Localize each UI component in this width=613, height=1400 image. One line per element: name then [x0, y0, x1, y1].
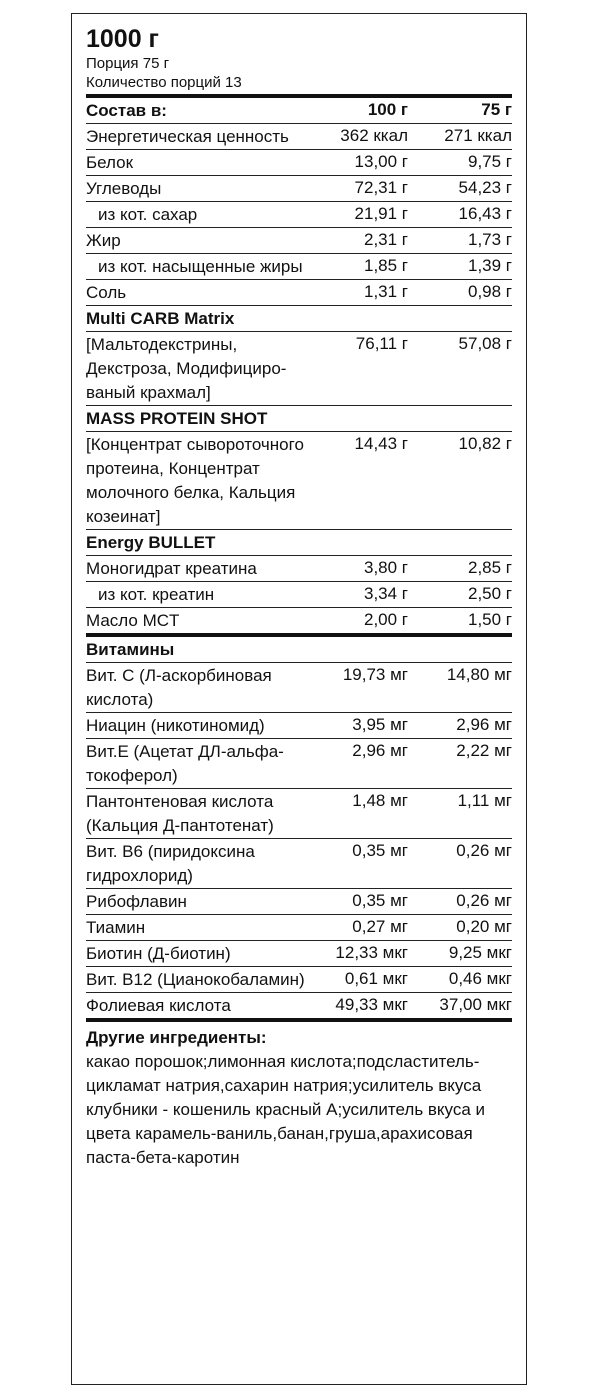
value-per-100g: 19,73 мг: [342, 665, 408, 684]
nutrient-name: Ниацин (никотиномид): [86, 716, 265, 735]
value-per-75g: 1,39 г: [467, 256, 512, 275]
nutrient-name: Белок: [86, 153, 134, 172]
value-per-75g: 2,85 г: [467, 558, 512, 577]
nutrient-name: Масло MCT: [86, 611, 180, 630]
table-row: [86, 228, 512, 254]
value-per-100g: 3,34 г: [363, 584, 408, 603]
nutrient-name: Energy BULLET: [86, 533, 216, 552]
value-per-100g: 0,61 мкг: [344, 969, 408, 988]
section-heading-row: [86, 530, 512, 556]
nutrient-name: Витамины: [86, 640, 175, 659]
table-row: [86, 713, 512, 739]
value-per-100g: 2,96 мг: [352, 741, 408, 760]
value-per-75g: 1,11 мг: [457, 791, 512, 810]
composition-heading: Состав в:: [86, 101, 167, 120]
nutrient-name: Вит. В6 (пиридоксина гидрохлорид): [86, 842, 255, 885]
nutrient-name: MASS PROTEIN SHOT: [86, 409, 268, 428]
table-row: [86, 556, 512, 582]
col-100g-heading: 100 г: [367, 100, 408, 119]
table-row: [86, 150, 512, 176]
value-per-75g: 0,46 мкг: [448, 969, 512, 988]
nutrient-name: Тиамин: [86, 918, 146, 937]
nutrition-label: [71, 13, 527, 1385]
value-per-100g: 0,27 мг: [352, 917, 408, 936]
value-per-100g: 0,35 мг: [352, 841, 408, 860]
value-per-75g: 0,26 мг: [456, 841, 512, 860]
nutrient-name: Биотин (Д-биотин): [86, 944, 231, 963]
value-per-100g: 21,91 г: [354, 204, 408, 223]
table-row: [86, 608, 512, 637]
table-row: [86, 967, 512, 993]
nutrient-name: Углеводы: [86, 179, 162, 198]
value-per-100g: 3,95 мг: [352, 715, 408, 734]
nutrient-name: Соль: [86, 283, 127, 302]
value-per-100g: [312, 406, 420, 431]
table-row: [86, 889, 512, 915]
value-per-75g: 0,20 мг: [456, 917, 512, 936]
value-per-100g: 13,00 г: [354, 152, 408, 171]
nutrient-name: [Концентрат сывороточного протеина, Концентрат молочного белка, Кальция козеинат]: [86, 435, 304, 526]
value-per-100g: 72,31 г: [354, 178, 408, 197]
nutrient-name: из кот. креатин: [98, 585, 215, 604]
value-per-75g: 54,23 г: [458, 178, 512, 197]
nutrient-name: Пантонтеновая кислота (Кальция Д-пантотенат): [86, 792, 274, 835]
value-per-75g: 10,82 г: [458, 434, 512, 453]
value-per-75g: [420, 637, 512, 662]
serving-size: Порция 75 г: [86, 55, 170, 72]
nutrient-name: Вит. С (Л-аскорбиновая кислота): [86, 666, 272, 709]
value-per-100g: [312, 637, 420, 662]
value-per-100g: 14,43 г: [354, 434, 408, 453]
servings-count: Количество порций 13: [86, 74, 242, 91]
value-per-100g: [312, 530, 420, 555]
nutrient-name: Энергетическая ценность: [86, 127, 289, 146]
value-per-100g: 49,33 мкг: [335, 995, 408, 1014]
value-per-75g: 9,25 мкг: [448, 943, 512, 962]
table-row: [86, 739, 512, 789]
section-heading-row: [86, 637, 512, 663]
value-per-75g: 0,26 мг: [456, 891, 512, 910]
table-row: [86, 993, 512, 1022]
nutrient-name: из кот. насыщенные жиры: [98, 257, 303, 276]
value-per-100g: 2,31 г: [363, 230, 408, 249]
nutrient-name: [Мальтодекстрины, Декстроза, Модифициро-ваный крахмал]: [86, 335, 287, 402]
section-heading-row: [86, 406, 512, 432]
nutrient-name: Фолиевая кислота: [86, 996, 231, 1015]
table-row: [86, 332, 512, 406]
nutrient-name: из кот. сахар: [98, 205, 198, 224]
value-per-75g: 2,96 мг: [456, 715, 512, 734]
table-row: [86, 432, 512, 530]
label-content: [86, 24, 512, 1170]
value-per-75g: [420, 406, 512, 431]
value-per-75g: 37,00 мкг: [439, 995, 512, 1014]
value-per-100g: 12,33 мкг: [335, 943, 408, 962]
value-per-100g: [312, 306, 420, 331]
value-per-75g: 14,80 мг: [446, 665, 512, 684]
table-row: [86, 789, 512, 839]
value-per-75g: 57,08 г: [458, 334, 512, 353]
table-row: [86, 202, 512, 228]
value-per-75g: 0,98 г: [467, 282, 512, 301]
value-per-100g: 1,85 г: [363, 256, 408, 275]
value-per-75g: 1,50 г: [467, 610, 512, 629]
value-per-100g: 2,00 г: [363, 610, 408, 629]
table-row: [86, 582, 512, 608]
table-row: [86, 254, 512, 280]
other-ingredients-title: Другие ингредиенты:: [86, 1028, 267, 1047]
table-row: [86, 176, 512, 202]
package-weight: 1000 г: [86, 25, 159, 53]
table-row: [86, 941, 512, 967]
nutrient-name: Рибофлавин: [86, 892, 187, 911]
value-per-75g: 2,22 мг: [456, 741, 512, 760]
nutrient-name: Multi CARB Matrix: [86, 309, 235, 328]
value-per-75g: 2,50 г: [467, 584, 512, 603]
value-per-75g: 1,73 г: [467, 230, 512, 249]
value-per-75g: 16,43 г: [458, 204, 512, 223]
col-75g-heading: 75 г: [481, 100, 512, 119]
table-row: [86, 280, 512, 306]
section-heading-row: [86, 306, 512, 332]
table-row: [86, 839, 512, 889]
nutrient-name: Моногидрат креатина: [86, 559, 257, 578]
other-ingredients-text: какао порошок;лимонная кислота;подсластитель-цикламат натрия,сахарин натрия;усилитель вкуса клубники - кошениль красный А;усилитель вкуса и цвета карамель-ваниль,банан,груша,арахисовая паста-бета-каротин: [86, 1052, 486, 1167]
value-per-100g: 1,31 г: [363, 282, 408, 301]
value-per-75g: [420, 306, 512, 331]
nutrient-name: Жир: [86, 231, 121, 250]
value-per-75g: 9,75 г: [467, 152, 512, 171]
table-row: [86, 663, 512, 713]
value-per-75g: [420, 530, 512, 555]
value-per-100g: 1,48 мг: [352, 791, 408, 810]
value-per-75g: 271 ккал: [444, 126, 512, 145]
nutrient-name: Вит. В12 (Цианокобаламин): [86, 970, 305, 989]
table-header: [86, 98, 512, 124]
value-per-100g: 76,11 г: [355, 334, 408, 353]
table-row: [86, 124, 512, 150]
value-per-100g: 0,35 мг: [352, 891, 408, 910]
table-row: [86, 915, 512, 941]
value-per-100g: 362 ккал: [340, 126, 408, 145]
nutrient-name: Вит.Е (Ацетат ДЛ-альфа-токоферол): [86, 742, 284, 785]
nutrition-rows: [86, 124, 512, 1022]
value-per-100g: 3,80 г: [363, 558, 408, 577]
